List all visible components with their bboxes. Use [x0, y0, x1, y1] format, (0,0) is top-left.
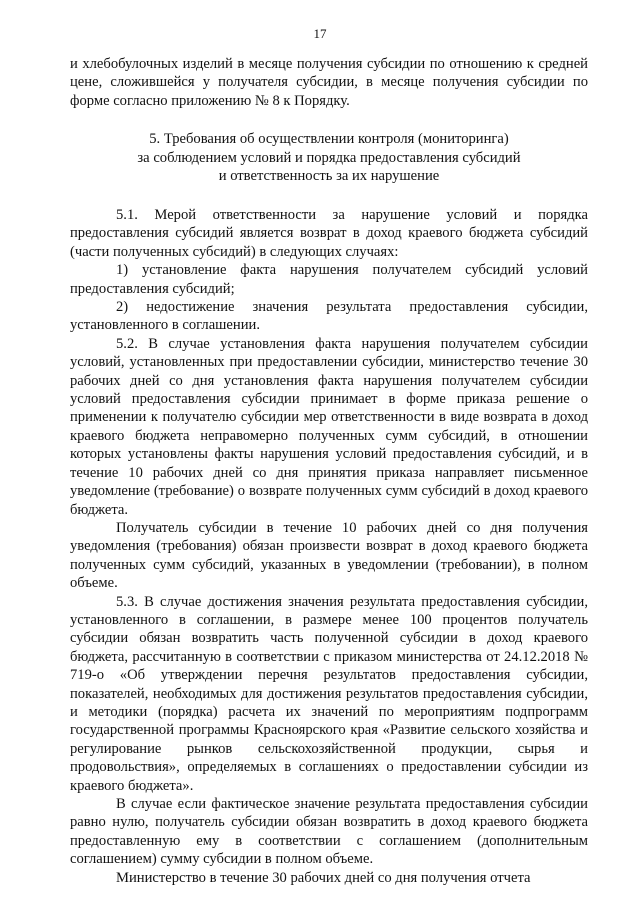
paragraph-5-1: 5.1. Мерой ответственности за нарушение условий и порядка предоставления субсидий является возврат в доход краевого бюджета субсидий (части полученных субсидий) в следующих случаях: — [70, 207, 588, 260]
paragraph-ministry-report: Министерство в течение 30 рабочих дней со дня получения отчета — [116, 869, 531, 886]
paragraph-5-1-item-2: 2) недостижение значения результата предоставления субсидии, установленного в соглашении. — [70, 299, 588, 334]
paragraph-5-1-item-1: 1) установление факта нарушения получателем субсидий условий предоставления субсидий; — [70, 262, 588, 297]
paragraph-recipient-return: Получатель субсидии в течение 10 рабочих дней со дня получения уведомления (требования) обязан произвести возврат в доход краевого бюджета полученных сумм субсидий, указанных в уведомлении (требовании), в полном объеме. — [70, 519, 588, 592]
page-number: 17 — [313, 26, 327, 41]
paragraph-5-3: 5.3. В случае достижения значения результата предоставления субсидии, установленного в соглашении, в размере менее 100 процентов получатель субсидии обязан возвратить часть полученной субсидии в доход краевого бюджета, рассчитанную в соответствии с приказом министерства от 24.12.2018 № 719-о «Об утверждении перечня результатов предоставления субсидии, показателей, необходимых для достижения результатов предоставления субсидии, и методики (порядка) расчета их значений по мероприятиям подпрограмм государственной программы Красноярского края «Развитие сельского хозяйства и регулирование рынков сельскохозяйственной продукции, сырья и продовольствия», определяемых в соглашениях о предоставлении субсидии из краевого бюджета». — [70, 593, 588, 794]
lead-paragraph: и хлебобулочных изделий в месяце получения субсидии по отношению к средней цене, сложившейся у получателя субсидии, в месяце получения субсидии по форме согласно приложению № 8 к Порядку. — [70, 56, 588, 109]
section-heading — [70, 130, 588, 186]
section-heading-line: 5. Требования об осуществлении контроля (мониторинга) — [149, 131, 509, 148]
section-heading-line: за соблюдением условий и порядка предоставления субсидий — [137, 149, 521, 166]
paragraph-zero-result: В случае если фактическое значение результата предоставления субсидии равно нулю, получатель субсидии обязан возвратить в доход краевого бюджета предоставленную ему в соответствии с соглашением (дополнительным соглашением) сумму субсидии в полном объеме. — [70, 796, 588, 868]
document-body — [70, 55, 588, 887]
paragraph-5-2: 5.2. В случае установления факта нарушения получателем субсидии условий, установленных при предоставлении субсидии, министерство течение 30 рабочих дней со дня установления факта нарушения получателем субсидии условий предоставления субсидии принимает в форме приказа решение о применении к получателю субсидии мер ответственности в виде возврата в доход краевого бюджета неправомерно полученных сумм субсидий, в отношении которых установлены факты нарушения условий предоставления субсидий, и в течение 10 рабочих дней со дня принятия приказа направляет письменное уведомление (требование) о возврате полученных сумм субсидий в доход краевого бюджета. — [70, 335, 588, 518]
section-heading-line: и ответственность за их нарушение — [218, 168, 440, 185]
